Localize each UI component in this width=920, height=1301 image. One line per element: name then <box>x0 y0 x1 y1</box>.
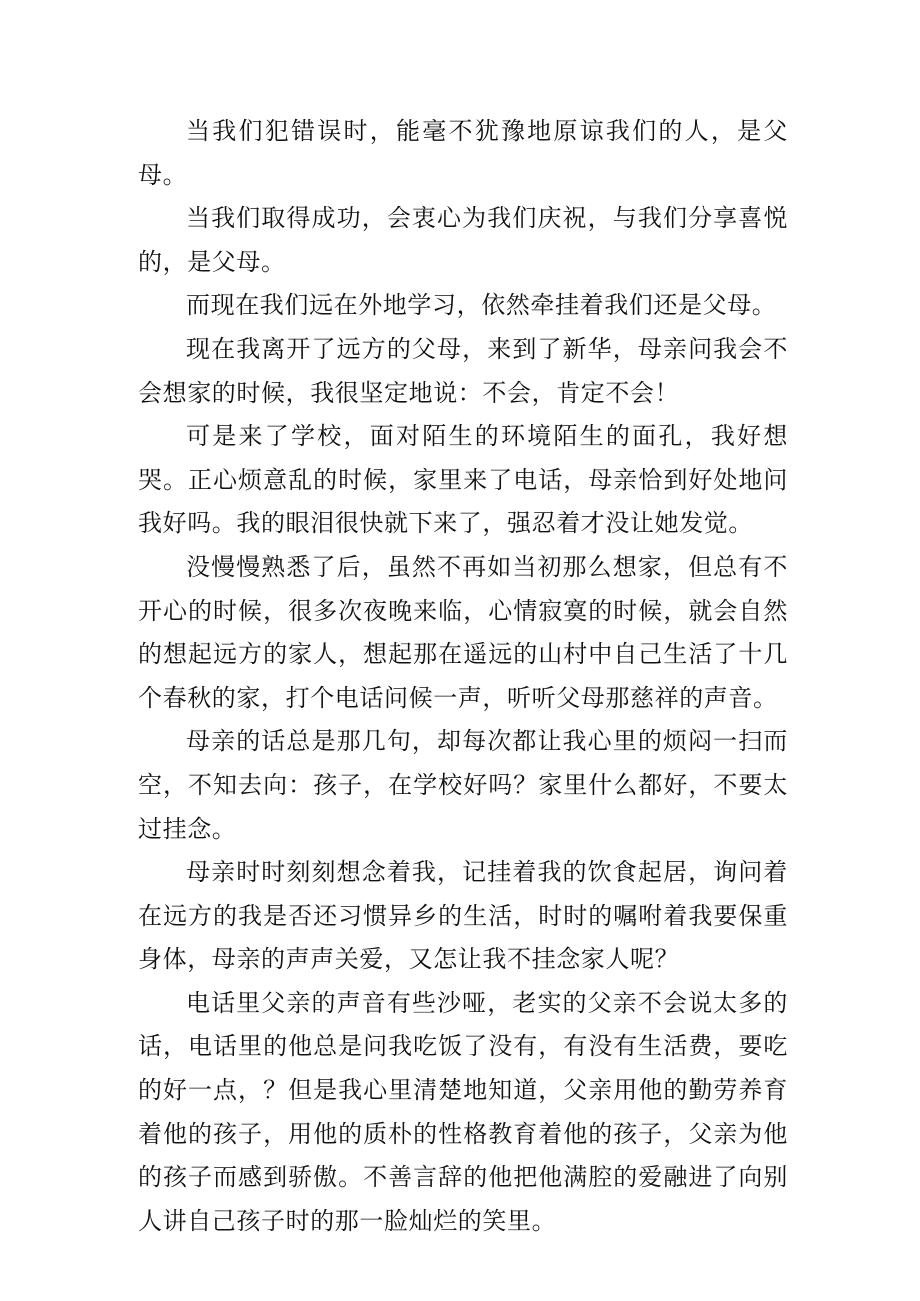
paragraph-3: 而现在我们远在外地学习，依然牵挂着我们还是父母。 <box>186 291 777 320</box>
paragraph-5: 可是来了学校，面对陌生的环境陌生的面孔，我好想哭。正心烦意乱的时候，家里来了电话，母亲恰到好处地问我好吗。我的眼泪很快就下来了，强忍着才没让她发觉。 <box>138 422 788 538</box>
paragraph-4: 现在我离开了远方的父母，来到了新华，母亲问我会不会想家的时候，我很坚定地说：不会，肯定不会！ <box>138 334 788 407</box>
paragraph-9: 电话里父亲的声音有些沙哑，老实的父亲不会说太多的话，电话里的他总是问我吃饭了没有，有没有生活费，要吃的好一点，？但是我心里清楚地知道，父亲用他的勤劳养育着他的孩子，用他的质朴的性格教育着他的孩子，父亲为他的孩子而感到骄傲。不善言辞的他把他满腔的爱融进了向别人讲自己孩子时的那一脸灿烂的笑里。 <box>138 988 788 1235</box>
document-body <box>138 110 788 1243</box>
paragraph-2: 当我们取得成功，会衷心为我们庆祝，与我们分享喜悦的，是父母。 <box>138 204 788 276</box>
paragraph-7: 母亲的话总是那几句，却每次都让我心里的烦闷一扫而空，不知去向：孩子，在学校好吗？家里什么都好，不要太过挂念。 <box>138 727 788 843</box>
paragraph-6: 没慢慢熟悉了后，虽然不再如当初那么想家，但总有不开心的时候，很多次夜晚来临，心情寂寞的时候，就会自然的想起远方的家人，想起那在遥远的山村中自己生活了十几个春秋的家，打个电话问候一声，听听父母那慈祥的声音。 <box>138 552 788 712</box>
paragraph-1: 当我们犯错误时，能毫不犹豫地原谅我们的人，是父母。 <box>138 117 788 189</box>
paragraph-8: 母亲时时刻刻想念着我，记挂着我的饮食起居，询问着在远方的我是否还习惯异乡的生活，时时的嘱咐着我要保重身体，母亲的声声关爱，又怎让我不挂念家人呢？ <box>138 858 788 974</box>
